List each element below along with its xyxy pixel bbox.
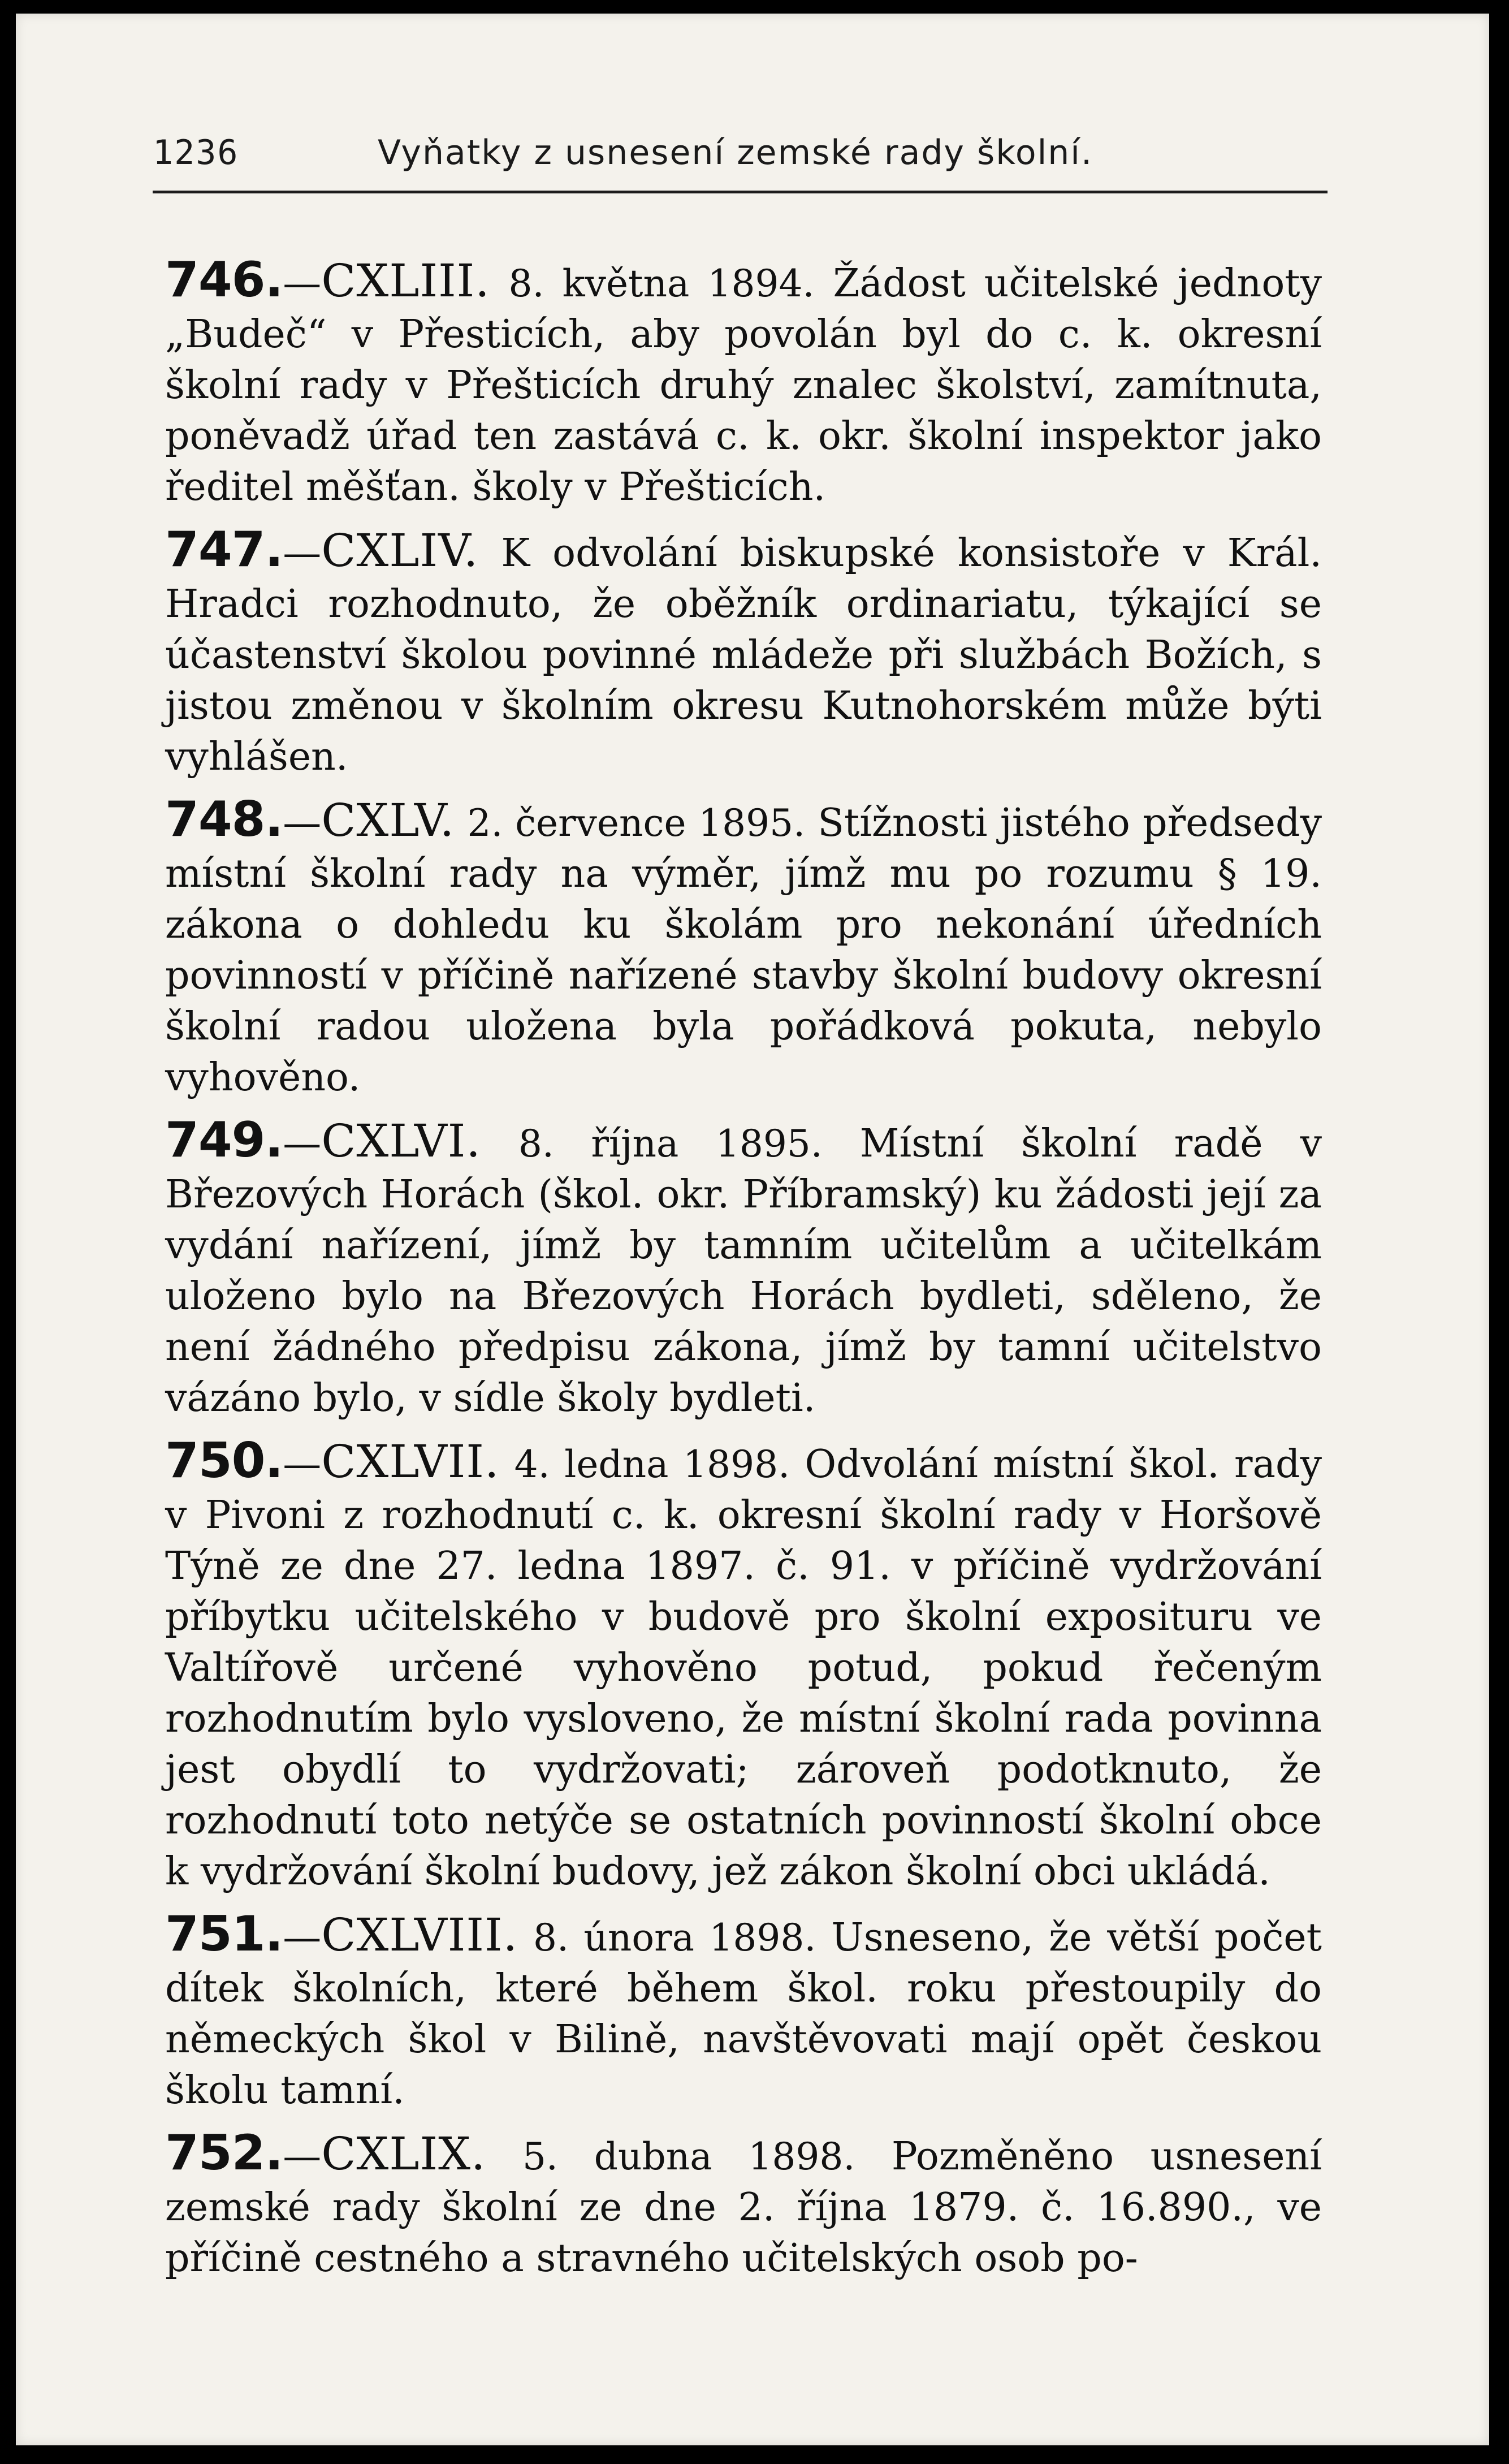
entry-number: 749. <box>165 1112 283 1168</box>
entry-number: 752. <box>165 2125 283 2181</box>
entry-roman-numeral: CXLVII. <box>321 1435 500 1488</box>
entry-dash: — <box>283 801 322 845</box>
entry-dash: — <box>283 261 322 306</box>
entry-text: Usneseno, že větší počet dítek školních, které během škol. roku přestoupily do německých škol v Bilině, navštěvovati mají opět českou školu tamní. <box>165 1915 1322 2113</box>
header-rule <box>153 191 1328 193</box>
entry-number: 750. <box>165 1432 283 1489</box>
entry-roman-numeral: CXLIX. <box>321 2128 486 2180</box>
entry-text: Stížnosti jistého předsedy místní školní rady na výměr, jímž mu po rozumu § 19. zákona o dohledu ku školám pro nekonání úředních povinností v příčině nařízené stavby školní budovy okresní školní radou uložena byla pořádková pokuta, nebylo vyhověno. <box>165 801 1322 1100</box>
entry-number: 751. <box>165 1906 283 1962</box>
page-number: 1236 <box>153 133 239 172</box>
entry-date: 4. ledna 1898. <box>514 1443 790 1486</box>
entry-roman-numeral: CXLVIII. <box>321 1909 518 1961</box>
entry <box>165 1112 1322 1424</box>
entry <box>165 1432 1322 1897</box>
entry-text: Odvolání místní škol. rady v Pivoni z rozhodnutí c. k. okresní školní rady v Horšově Týně ze dne 27. ledna 1897. č. 91. v příčině vydržování příbytku učitelského v budově pro školní exposituru ve Valtířově určené vyhověno potud, pokud řečeným rozhodnutím bylo vysloveno, že místní školní rada povinna jest obydlí to vydržovati; zároveň podotknuto, že rozhodnutí toto netýče se ostatních povinností školní obce k vydržování školní budovy, jež zákon školní obci ukládá. <box>165 1442 1322 1894</box>
entry-dash: — <box>283 1121 322 1166</box>
entry-text: Místní školní radě v Březových Horách (škol. okr. Příbramský) ku žádosti její za vydání nařízení, jímž by tamním učitelům a učitelkám uloženo bylo na Březových Horách bydleti, sděleno, že není žádného předpisu zákona, jímž by tamní učitelstvo vázáno bylo, v sídle školy bydleti. <box>165 1121 1322 1421</box>
entry-text: K odvolání biskupské konsistoře v Král. Hradci rozhodnuto, že oběžník ordinariatu, týkající se účastenství školou povinné mládeže při službách Božích, s jistou změnou v školním okresu Kutnohorském může býti vyhlášen. <box>165 531 1322 779</box>
entry-date: 8. října 1895. <box>518 1122 823 1166</box>
entry-number: 748. <box>165 791 283 848</box>
entry <box>165 2125 1322 2284</box>
entry-number: 747. <box>165 521 283 578</box>
entry-dash: — <box>283 1442 322 1487</box>
entry-text: Pozměněno usnesení zemské rady školní ze dne 2. října 1879. č. 16.890., ve příčině cestného a stravného učitelských osob po- <box>165 2134 1322 2281</box>
entry-date: 5. dubna 1898. <box>522 2135 855 2178</box>
entry-date: 8. února 1898. <box>533 1916 816 1960</box>
entry-date: 8. května 1894. <box>508 262 815 305</box>
entry-roman-numeral: CXLIII. <box>321 254 490 307</box>
running-title: Vyňatky z usnesení zemské rady školní. <box>378 133 1093 172</box>
entry <box>165 791 1322 1103</box>
entry-date: 2. července 1895. <box>467 801 806 845</box>
entry <box>165 521 1322 783</box>
entry-dash: — <box>283 531 322 576</box>
entry-roman-numeral: CXLIV. <box>321 524 479 577</box>
entry <box>165 1906 1322 2116</box>
entry-roman-numeral: CXLV. <box>321 794 455 847</box>
entry-roman-numeral: CXLVI. <box>321 1115 481 1167</box>
entry <box>165 254 1322 513</box>
entry-dash: — <box>283 1915 322 1960</box>
entry-number: 746. <box>165 252 283 308</box>
entry-dash: — <box>283 2134 322 2179</box>
entry-text: Žádost učitelské jednoty „Budeč“ v Přesticích, aby povolán byl do c. k. okresní školní rady v Přešticích druhý znalec školství, zamítnuta, poněvadž úřad ten zastává c. k. okr. školní inspektor jako ředitel měšťan. školy v Přešticích. <box>165 261 1322 510</box>
page-body <box>165 254 1322 2295</box>
